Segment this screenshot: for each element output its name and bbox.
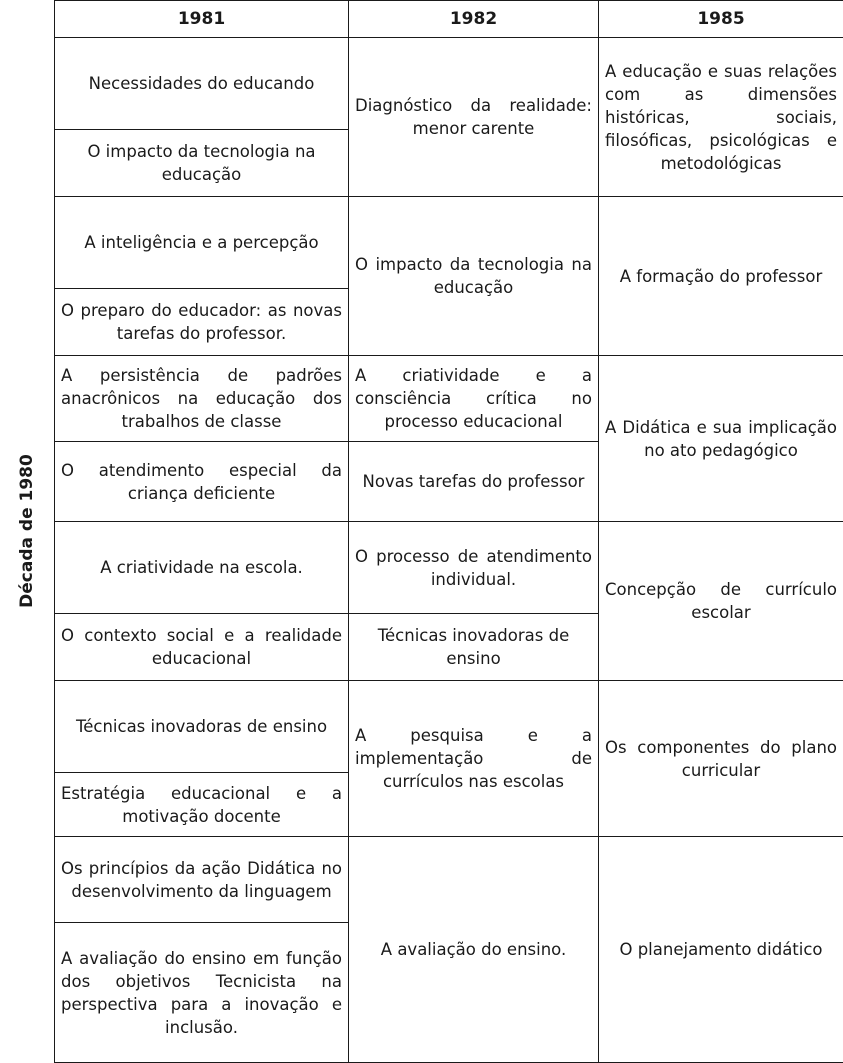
themes-table	[54, 0, 843, 1063]
cell-1981: A persistência de padrões anacrônicos na educação dos trabalhos de classe	[55, 356, 349, 442]
cell-1981: O contexto social e a realidade educacional	[55, 614, 349, 681]
table-row	[55, 837, 843, 923]
cell-1982: O impacto da tecnologia na educação	[349, 197, 599, 356]
table-row	[55, 522, 843, 614]
header-row	[55, 1, 843, 38]
cell-1985: Concepção de currículo escolar	[599, 522, 843, 681]
header-1981: 1981	[55, 1, 349, 38]
cell-1982: A pesquisa e a implementação de currículos nas escolas	[349, 681, 599, 837]
cell-1982: O processo de atendimento individual.	[349, 522, 599, 614]
decade-label: Década de 1980	[17, 454, 37, 608]
cell-1981: A criatividade na escola.	[55, 522, 349, 614]
cell-1982: Novas tarefas do professor	[349, 442, 599, 522]
cell-1981: Os princípios da ação Didática no desenvolvimento da linguagem	[55, 837, 349, 923]
cell-1982: Técnicas inovadoras de ensino	[349, 614, 599, 681]
table-row	[55, 38, 843, 130]
cell-1985: Os componentes do plano curricular	[599, 681, 843, 837]
cell-1982: Diagnóstico da realidade: menor carente	[349, 38, 599, 197]
header-1985: 1985	[599, 1, 843, 38]
header-1982: 1982	[349, 1, 599, 38]
cell-1981: Técnicas inovadoras de ensino	[55, 681, 349, 773]
cell-1981: O impacto da tecnologia na educação	[55, 130, 349, 197]
cell-1981: Necessidades do educando	[55, 38, 349, 130]
cell-1982: A criatividade e a consciência crítica no processo educacional	[349, 356, 599, 442]
cell-1981: A avaliação do ensino em função dos objetivos Tecnicista na perspectiva para a inovação e inclusão.	[55, 923, 349, 1063]
cell-1982: A avaliação do ensino.	[349, 837, 599, 1063]
side-column	[0, 0, 54, 1062]
table-row	[55, 681, 843, 773]
cell-1981: A inteligência e a percepção	[55, 197, 349, 289]
table-row	[55, 356, 843, 442]
cell-1985: A educação e suas relações com as dimensões históricas, sociais, filosóficas, psicológicas e metodológicas	[599, 38, 843, 197]
cell-1985: O planejamento didático	[599, 837, 843, 1063]
cell-1981: O preparo do educador: as novas tarefas do professor.	[55, 289, 349, 356]
cell-1985: A formação do professor	[599, 197, 843, 356]
cell-1985: A Didática e sua implicação no ato pedagógico	[599, 356, 843, 522]
table-row	[55, 197, 843, 289]
cell-1981: O atendimento especial da criança deficiente	[55, 442, 349, 522]
cell-1981: Estratégia educacional e a motivação docente	[55, 773, 349, 837]
